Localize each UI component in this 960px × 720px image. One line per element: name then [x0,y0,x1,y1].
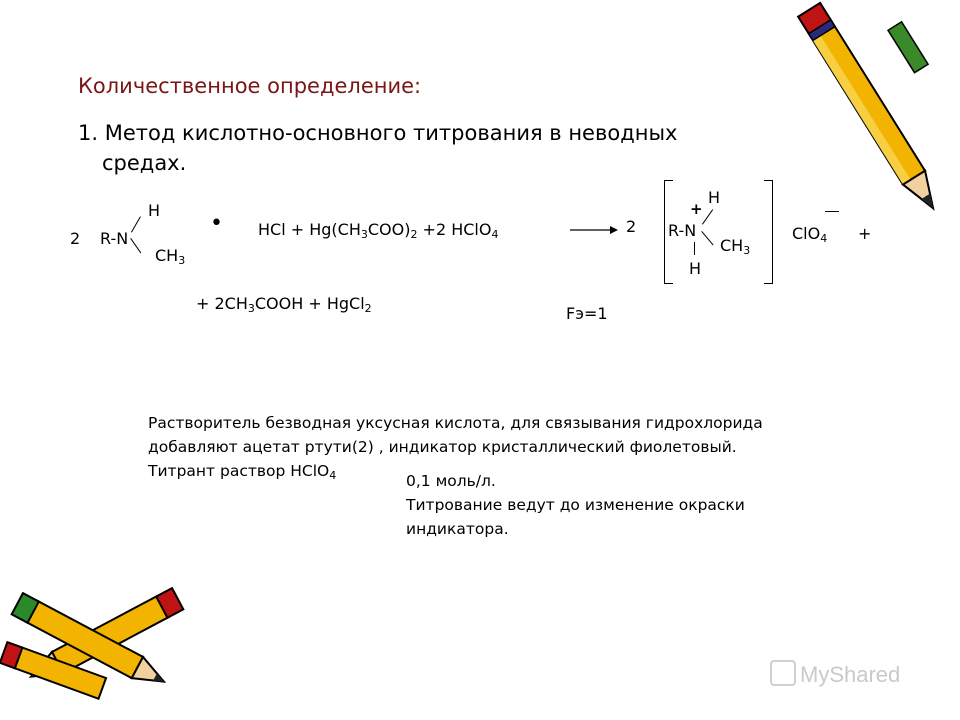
cation-formula: R-N [668,221,697,240]
amine-formula: R-N [100,229,129,248]
bond-line [130,238,141,253]
cation-ch3: $CH_3$ [720,236,751,257]
bullet-dot: • [210,211,223,236]
reagents-formula: HCl + $Hg(CH_3COO)_2 +2$ HClO$_4$ [258,220,499,241]
note-line: добавляют ацетат ртути(2) , индикатор кристаллический фиолетовый. [148,438,737,456]
amine-ch3: $CH_3$ [155,246,186,267]
method-title-line1: 1. Метод кислотно-основного титрования в неводных [78,121,678,145]
bond-line [702,209,713,224]
note-line: Титрование ведут до изменение окраски [406,496,745,514]
watermark-logo [770,660,900,688]
bond-line [694,242,695,255]
bond-line [131,216,141,232]
note-line: Растворитель безводная уксусная кислота, для связывания гидрохлорида [148,414,763,432]
cation-h-top: H [708,188,721,207]
plus-sign: + [858,224,872,243]
positive-charge: + [690,200,703,218]
note-line: Титрант раствор HClO$_4$ [148,462,337,482]
pencil-top-right-icon [796,0,960,240]
method-title-line2: средах. [102,151,187,175]
method-title [78,118,778,178]
anion-formula: ClO$_4$ [792,224,828,245]
cation-h-bottom: H [689,259,702,278]
pencils-bottom-left-icon [0,565,190,720]
watermark-icon [770,660,796,686]
note-line: индикатора. [406,520,509,538]
section-heading: Количественное определение: [78,74,422,98]
coef-left: 2 [70,229,81,248]
anion-charge-bar [825,211,839,212]
equivalence-factor: Fэ=1 [566,304,608,323]
right-bracket [764,180,773,284]
bond-line [701,231,713,245]
amine-h-top: H [148,201,161,220]
reaction-arrow-icon [570,220,620,240]
watermark-text: MyShared [800,662,901,687]
note-line: 0,1 моль/л. [406,472,496,490]
products-formula: + $2CH_3COOH$ + HgCl$_2$ [196,294,372,315]
coef-right: 2 [626,217,637,236]
